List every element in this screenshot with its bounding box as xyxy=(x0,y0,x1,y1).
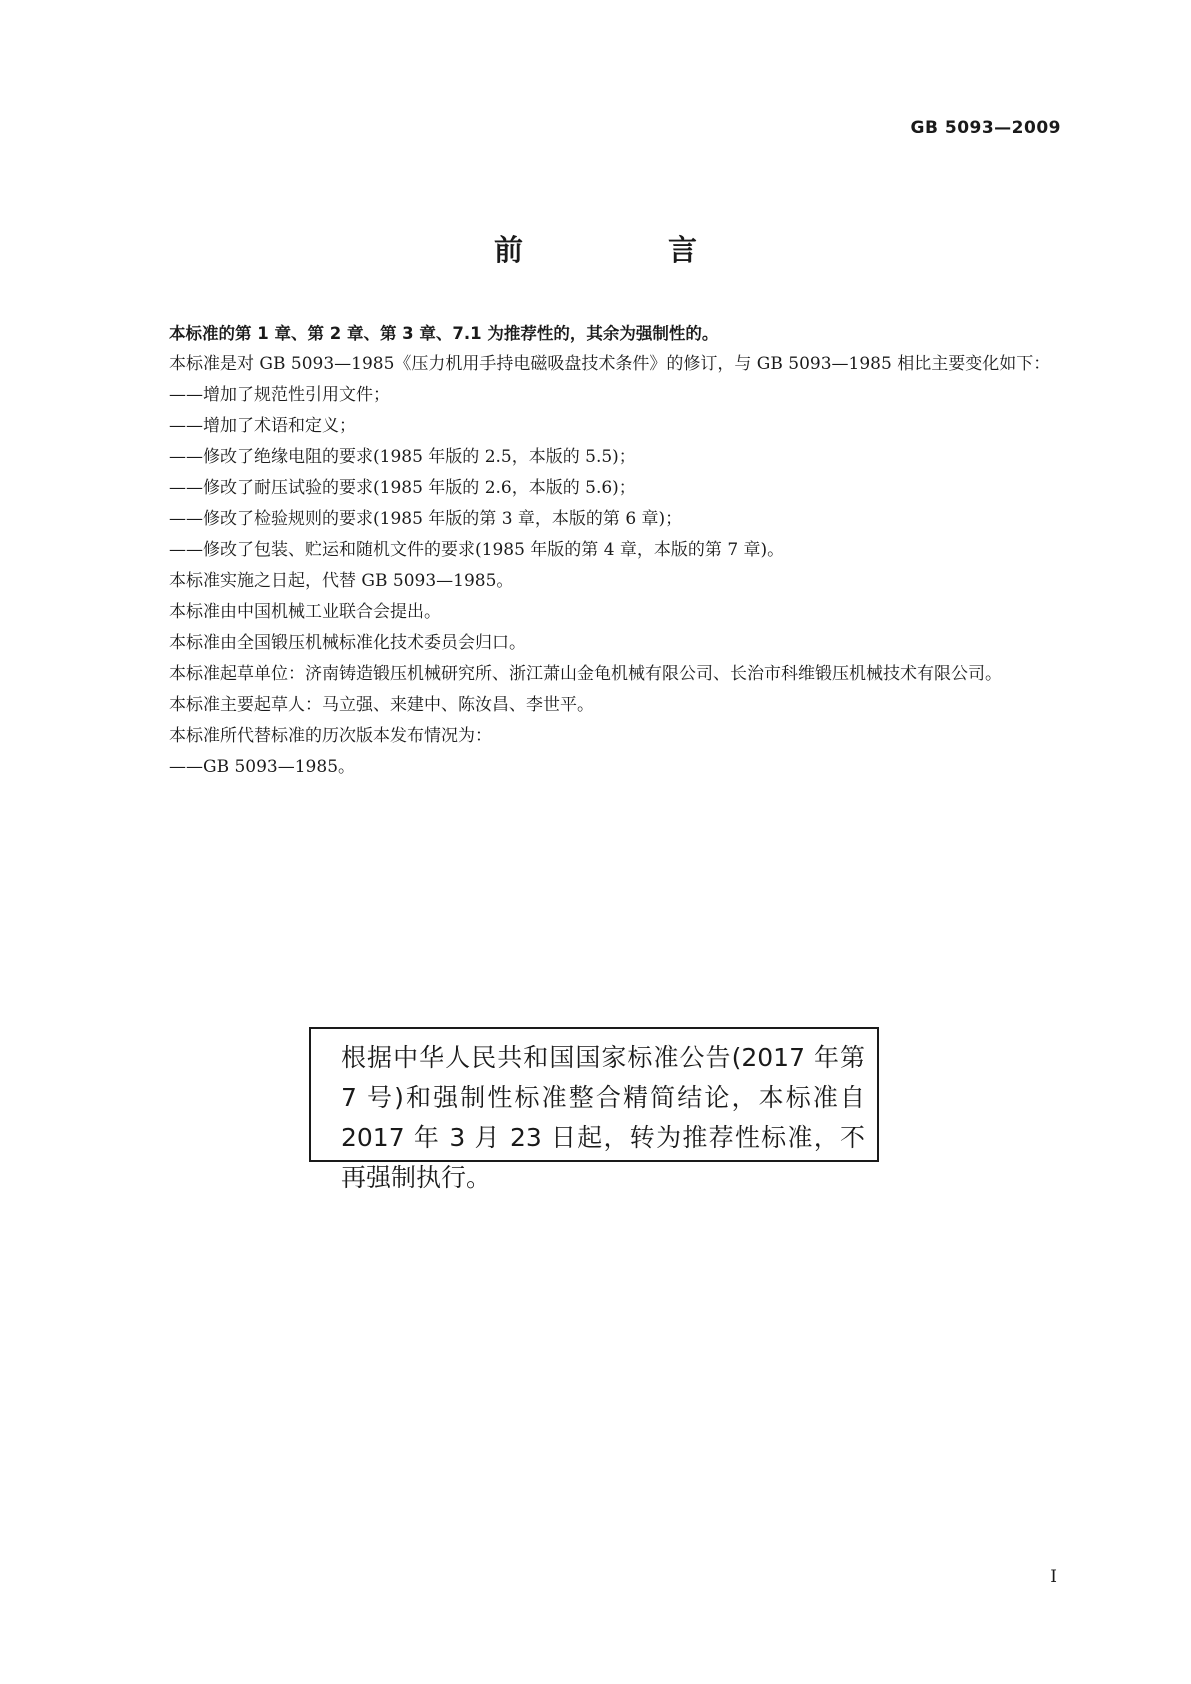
history-item: ——GB 5093—1985。 xyxy=(169,757,356,777)
notice-box: 根据中华人民共和国国家标准公告(2017 年第 7 号)和强制性标准整合精简结论，本标准自 2017 年 3 月 23 日起，转为推荐性标准，不再强制执行。 xyxy=(309,1027,879,1162)
drafting-units: 本标准起草单位：济南铸造锻压机械研究所、浙江萧山金龟机械有限公司、长治市科维锻压机械技术有限公司。 xyxy=(169,664,1002,684)
change-item: ——修改了绝缘电阻的要求(1985 年版的 2.5，本版的 5.5)； xyxy=(169,447,636,467)
change-item: ——增加了规范性引用文件； xyxy=(169,385,390,405)
change-item: ——增加了术语和定义； xyxy=(169,416,356,436)
foreword-body xyxy=(134,318,1064,783)
page-number: I xyxy=(1050,1567,1057,1587)
change-item: ——修改了检验规则的要求(1985 年版的第 3 章，本版的第 6 章)； xyxy=(169,509,683,529)
standard-code: GB 5093—2009 xyxy=(910,118,1061,138)
proposer-statement: 本标准由中国机械工业联合会提出。 xyxy=(169,602,441,622)
change-item: ——修改了包装、贮运和随机文件的要求(1985 年版的第 4 章，本版的第 7 章)。 xyxy=(169,540,785,560)
page-title: 前 言 xyxy=(493,233,755,267)
history-statement: 本标准所代替标准的历次版本发布情况为： xyxy=(169,726,492,746)
drafters: 本标准主要起草人：马立强、来建中、陈汝昌、李世平。 xyxy=(169,695,594,715)
revision-statement: 本标准是对 GB 5093—1985《压力机用手持电磁吸盘技术条件》的修订，与 GB 5093—1985 相比主要变化如下： xyxy=(169,354,1051,374)
committee-statement: 本标准由全国锻压机械标准化技术委员会归口。 xyxy=(169,633,526,653)
change-item: ——修改了耐压试验的要求(1985 年版的 2.6，本版的 5.6)； xyxy=(169,478,636,498)
replacement-statement: 本标准实施之日起，代替 GB 5093—1985。 xyxy=(169,571,514,591)
scope-statement: 本标准的第 1 章、第 2 章、第 3 章、7.1 为推荐性的，其余为强制性的。 xyxy=(169,324,719,343)
